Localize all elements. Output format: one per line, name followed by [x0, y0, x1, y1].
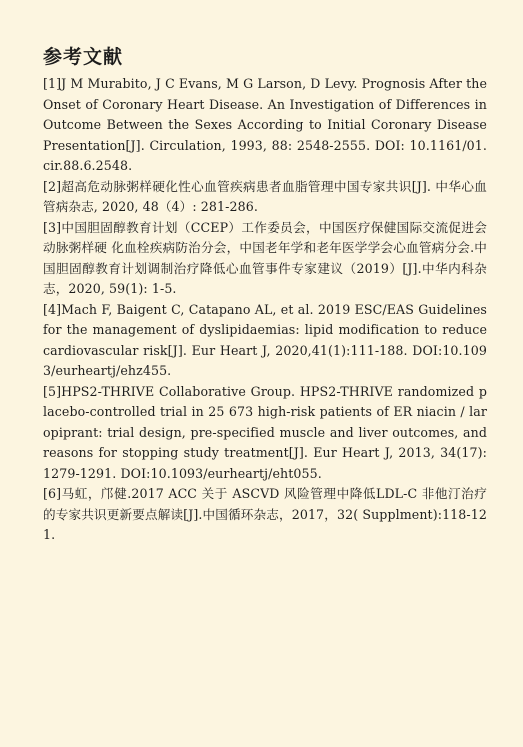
references-heading: 参考文献: [43, 46, 124, 68]
reference-item: [6]马虹，邝健.2017 ACC 关于 ASCVD 风险管理中降低LDL-C 非他汀治疗的专家共识更新要点解读[J].中国循环杂志，2017，32( Supplment):118-121.: [43, 486, 487, 542]
reference-item: [2]超高危动脉粥样硬化性心血管疾病患者血脂管理中国专家共识[J]. 中华心血管病杂志, 2020, 48（4）: 281-286.: [43, 178, 487, 214]
reference-item: [1]J M Murabito, J C Evans, M G Larson, D Levy. Prognosis After the Onset of Coronary Heart Disease. An Investigation of Differences in Outcome Between the Sexes According to Initial Coronary Disease Presentation[J]. Circulation, 1993, 88: 2548-2555. DOI: 10.1161/01.cir.88.6.2548.: [43, 76, 487, 173]
reference-list: [43, 74, 487, 546]
reference-item: [4]Mach F, Baigent C, Catapano AL, et al. 2019 ESC/EAS Guidelines for the management of dyslipidaemias: lipid modification to reduce cardiovascular risk[J]. Eur Heart J, 2020,41(1):111-188. DOI:10.1093/eurheartj/ehz455.: [43, 301, 487, 378]
reference-item: [3]中国胆固醇教育计划（CCEP）工作委员会，中国医疗保健国际交流促进会动脉粥样硬 化血栓疾病防治分会，中国老年学和老年医学学会心血管病分会.中国胆固醇教育计划调制治疗降低心血管事件专家建议（2019）[J].中华内科杂志，2020, 59(1): 1-5.: [43, 219, 487, 296]
references-page: [43, 44, 487, 546]
reference-item: [5]HPS2-THRIVE Collaborative Group. HPS2-THRIVE randomized placebo-controlled trial in 25 673 high-risk patients of ER niacin / laropiprant: trial design, pre-specified muscle and liver outcomes, and reasons for stopping study treatment[J]. Eur Heart J, 2013, 34(17): 1279-1291. DOI:10.1093/eurheartj/eht055.: [43, 383, 487, 481]
